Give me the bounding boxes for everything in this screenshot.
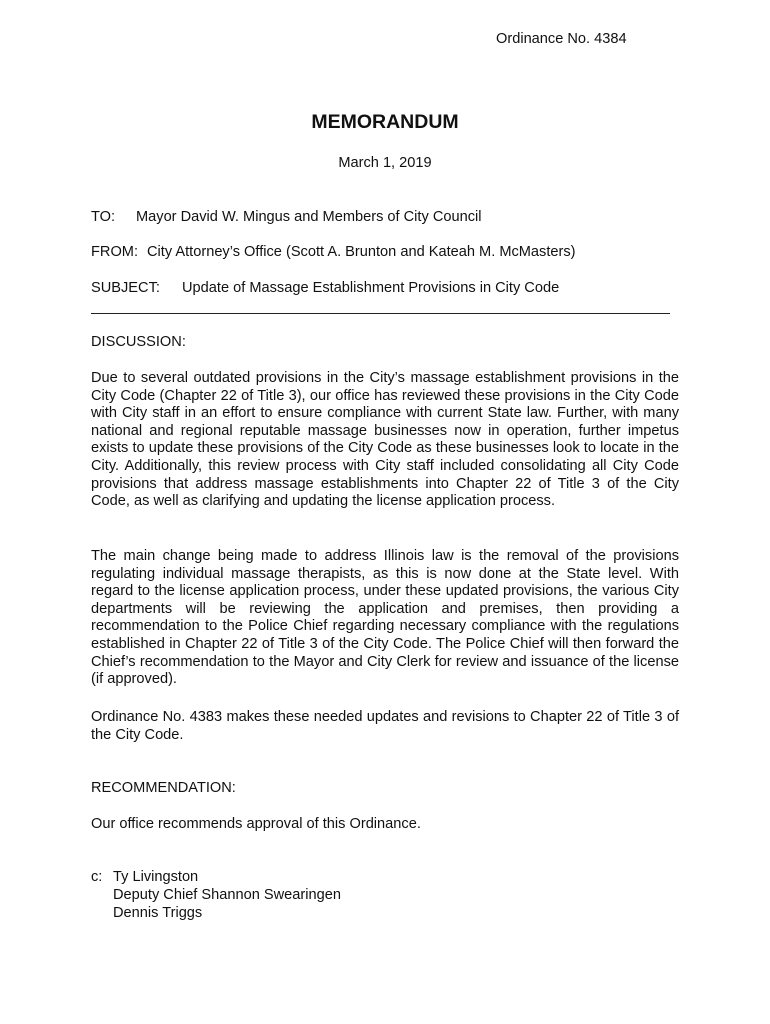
recommendation-text: Our office recommends approval of this Ordinance. — [91, 816, 421, 832]
subject-line — [91, 280, 559, 298]
header-divider — [91, 313, 670, 314]
cc-label: c: — [91, 869, 103, 885]
discussion-heading: DISCUSSION: — [91, 334, 186, 350]
to-line — [91, 209, 482, 227]
memo-date: March 1, 2019 — [338, 155, 432, 171]
memo-title: MEMORANDUM — [311, 111, 459, 133]
from-label: FROM: — [91, 244, 139, 260]
discussion-paragraph: The main change being made to address Illinois law is the removal of the provisions regulating individual massage therapists, as this is now done at the State level. With regard to the license application process, under these updated provisions, the various City departments will be reviewing the application and premises, then providing a recommendation to the Police Chief regarding necessary compliance with the regulations established in Chapter 22 of Title 3 of the City Code. The Police Chief will then forward the Chief’s recommendation to the Mayor and City Clerk for review and issuance of the license (if approved). — [91, 548, 679, 688]
cc-row — [91, 869, 341, 887]
cc-recipient: Deputy Chief Shannon Swearingen — [113, 887, 341, 903]
cc-recipient: Dennis Triggs — [113, 905, 203, 921]
cc-list — [91, 869, 341, 923]
from-value: City Attorney’s Office (Scott A. Brunton and Kateah M. McMasters) — [147, 244, 576, 260]
cc-row — [91, 887, 341, 905]
cc-row — [91, 905, 341, 923]
subject-label: SUBJECT: — [91, 280, 160, 296]
to-label: TO: — [91, 209, 116, 225]
from-line — [91, 244, 576, 262]
cc-recipient: Ty Livingston — [113, 869, 199, 885]
discussion-paragraph: Ordinance No. 4383 makes these needed updates and revisions to Chapter 22 of Title 3 of the City Code. — [91, 709, 679, 743]
subject-value: Update of Massage Establishment Provisions in City Code — [182, 280, 560, 296]
to-value: Mayor David W. Mingus and Members of City Council — [136, 209, 482, 225]
discussion-paragraph: Due to several outdated provisions in the City’s massage establishment provisions in the City Code (Chapter 22 of Title 3), our office has reviewed these provisions in the City Code with City staff in an effort to ensure compliance with current State law. Further, with many national and regional reputable massage businesses now in operation, further impetus exists to update these provisions of the City Code as these businesses look to locate in the City. Additionally, this review process with City staff included consolidating all City Code provisions that address massage establishments into Chapter 22 of Title 3 of the City Code, as well as clarifying and updating the license application process. — [91, 370, 679, 510]
recommendation-heading: RECOMMENDATION: — [91, 780, 236, 796]
ordinance-number: Ordinance No. 4384 — [496, 31, 627, 47]
